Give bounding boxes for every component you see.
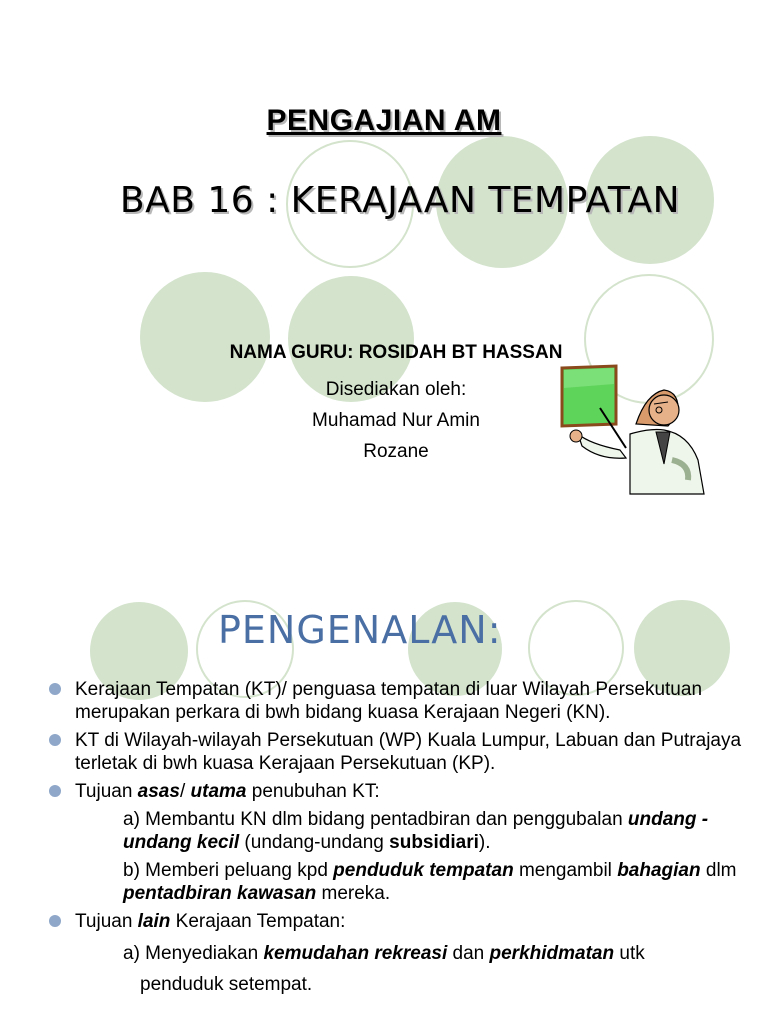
bullet-icon	[49, 734, 61, 746]
sub-item-continuation: penduduk setempat.	[140, 974, 313, 995]
section-heading: PENGENALAN:	[218, 608, 502, 652]
list-item: Tujuan lain Kerajaan Tempatan:	[48, 910, 758, 933]
teacher-pointing-board-icon	[560, 364, 710, 500]
author-name: Muhamad Nur Amin	[312, 410, 480, 431]
sub-item: a) Membantu KN dlm bidang pentadbiran dan penggubalan undang -undang kecil (undang-undang subsidiari).	[123, 809, 709, 853]
bullet-list	[48, 678, 758, 1000]
bullet-icon	[49, 785, 61, 797]
slide-subtitle-text: BAB 16 : KERAJAAN TEMPATAN	[119, 180, 681, 221]
prepared-by-label: Disediakan oleh:	[325, 379, 467, 400]
teacher-name: NAMA GURU: ROSIDAH BT HASSAN	[229, 342, 563, 363]
sub-item: b) Memberi peluang kpd penduduk tempatan mengambil bahagian dlm pentadbiran kawasan mereka.	[123, 860, 737, 904]
list-item: Kerajaan Tempatan (KT)/ penguasa tempatan di luar Wilayah Persekutuan merupakan perkara di bwh bidang kuasa Kerajaan Negeri (KN).	[48, 678, 758, 724]
list-item: KT di Wilayah-wilayah Persekutuan (WP) Kuala Lumpur, Labuan dan Putrajaya terletak di bwh kuasa Kerajaan Persekutuan (KP).	[48, 729, 758, 775]
slide-title-text: PENGAJIAN AM	[266, 104, 502, 137]
slide-pengenalan	[0, 512, 768, 1024]
author-name: Rozane	[363, 441, 429, 462]
list-item: Tujuan asas/ utama penubuhan KT:	[48, 780, 758, 803]
bullet-icon	[49, 915, 61, 927]
bullet-icon	[49, 683, 61, 695]
sub-item: a) Menyediakan kemudahan rekreasi dan perkhidmatan utk	[123, 943, 645, 964]
